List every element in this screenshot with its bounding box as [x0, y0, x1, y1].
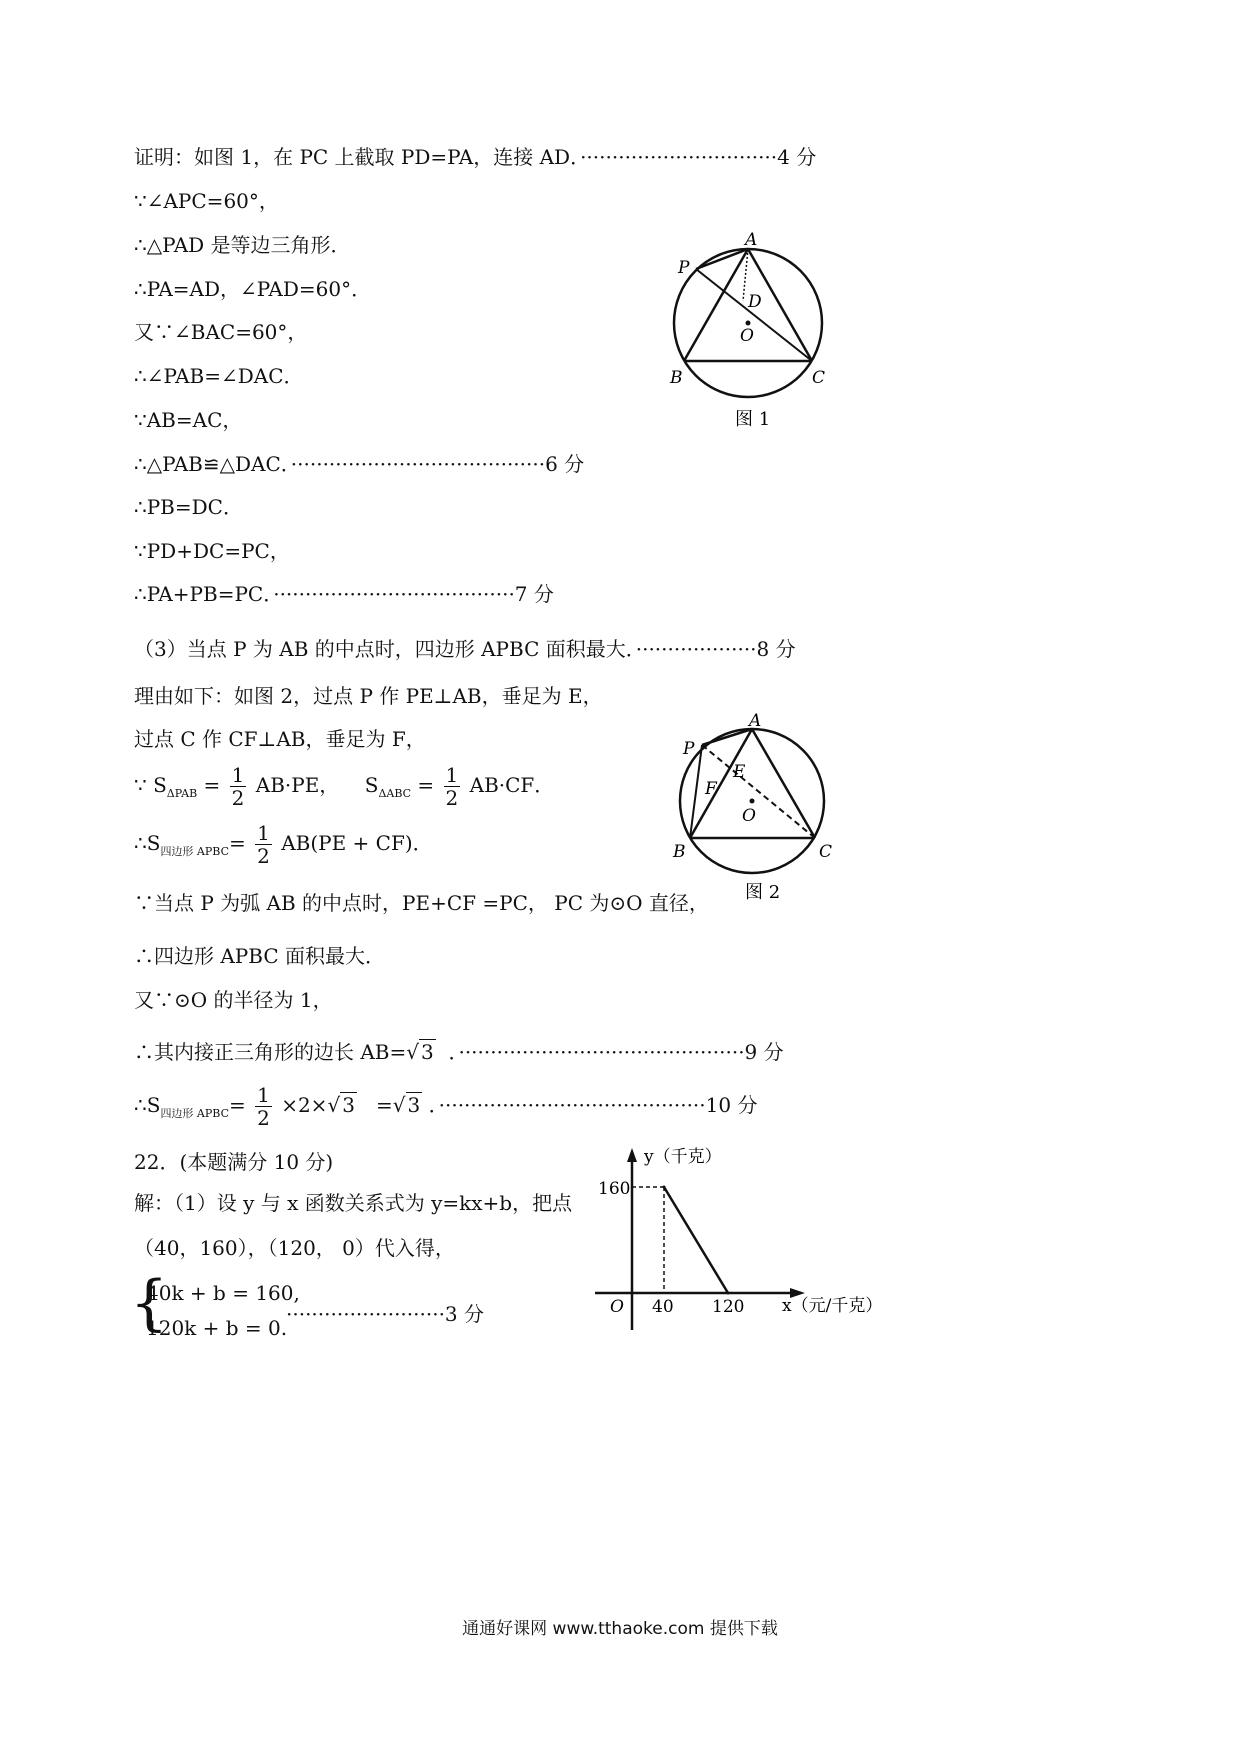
text: = [228, 1093, 246, 1117]
fraction-half: $\frac{1}{2}$ [231, 763, 245, 810]
text: = [376, 1093, 393, 1117]
text-line: ∴△PAB≌△DAC．········································6 分 [134, 452, 585, 476]
text-line: ∴四边形 APBC 面积最大． [134, 944, 385, 968]
function-graph [590, 1140, 900, 1340]
y-axis-arrow-icon [627, 1148, 637, 1162]
text: AB(PE + CF)． [281, 831, 433, 855]
text: ．·············································9 分 [448, 1040, 784, 1064]
subscript: ΔABC [378, 787, 412, 800]
footer: 通通好课网 www.tthaoke.com 提供下载 [462, 1619, 778, 1639]
text-line: ∴∠PAB=∠DAC． [134, 364, 304, 388]
fraction-half: $\frac{1}{2}$ [257, 1083, 270, 1130]
label-P: P [678, 258, 690, 278]
label-F: F [705, 779, 717, 799]
label-A: A [745, 230, 758, 250]
label-O: O [740, 326, 754, 346]
area-result-line [134, 1084, 757, 1129]
text-line: 解：（1）设 y 与 x 函数关系式为 y=kx+b，把点 [134, 1191, 573, 1215]
text-line: 又∵⊙O 的半径为 1， [134, 988, 333, 1012]
question-heading: 22．(本题满分 10 分) [134, 1150, 334, 1174]
label-E: E [733, 762, 746, 782]
text-line: ∵AB=AC， [134, 408, 243, 432]
label-O: O [742, 806, 756, 826]
x-tick-label: 120 [712, 1297, 745, 1317]
text-line: 证明：如图 1，在 PC 上截取 PD=PA，连接 AD．·······························4 分 [134, 145, 817, 169]
fraction-half: $\frac{1}{2}$ [445, 763, 459, 810]
text-line: ∴PA+PB=PC．······································7 分 [134, 582, 554, 606]
text-line: ∵∠APC=60°， [134, 189, 279, 213]
area-formula-line [134, 764, 554, 809]
text: ．··········································10 分 [428, 1093, 758, 1117]
equation: 120k + b = 0. [146, 1316, 288, 1340]
label-C: C [812, 368, 826, 388]
text-line: 又∵∠BAC=60°， [134, 320, 308, 344]
y-tick-label: 160 [598, 1179, 631, 1199]
text: S [364, 773, 379, 797]
data-point [663, 1186, 666, 1189]
text: ×2× [281, 1093, 328, 1117]
subscript: 四边形 APBC [160, 845, 229, 858]
text-line: ∴△PAD 是等边三角形． [134, 233, 351, 257]
figure-1 [660, 225, 845, 440]
label-B: B [673, 842, 686, 862]
subscript: ΔPAB [166, 787, 198, 800]
y-axis-label: y（千克） [644, 1147, 722, 1167]
caption: 图 2 [745, 882, 781, 903]
data-point [727, 1292, 730, 1295]
sqrt: √ 3 [327, 1093, 355, 1117]
text: = [417, 773, 435, 797]
label-C: C [819, 842, 833, 862]
text-line: （40，160），（120， 0）代入得， [134, 1236, 455, 1260]
text-line: ∵当点 P 为弧 AB 的中点时，PE+CF =PC， PC 为⊙O 直径， [134, 891, 709, 915]
text: AB·PE， [255, 773, 340, 797]
text: = [203, 773, 221, 797]
subscript: 四边形 APBC [160, 1107, 229, 1120]
text-line: ∴PA=AD，∠PAD=60°． [134, 277, 372, 301]
area-formula-line [134, 822, 433, 867]
text: ∴S [134, 831, 161, 855]
text-line: 理由如下：如图 2，过点 P 作 PE⊥AB，垂足为 E， [134, 684, 603, 708]
figure-2 [665, 710, 850, 915]
score-marker: ·························3 分 [286, 1302, 485, 1326]
equation: 40k + b = 160, [146, 1281, 300, 1305]
text-line: 过点 C 作 CF⊥AB，垂足为 F， [134, 727, 426, 751]
text: = [228, 831, 246, 855]
sqrt: √ 3 [392, 1093, 421, 1117]
fraction-half: $\frac{1}{2}$ [257, 821, 270, 868]
x-tick-label: 40 [652, 1297, 674, 1317]
label-D: D [748, 292, 762, 312]
caption: 图 1 [735, 409, 771, 430]
left-brace: { [130, 1268, 169, 1338]
series-line [664, 1187, 728, 1293]
side-length-line [134, 1040, 784, 1064]
text: ∴其内接正三角形的边长 AB= [134, 1040, 407, 1064]
sqrt: √ 3 [406, 1040, 434, 1064]
x-axis-label: x（元/千克） [782, 1296, 883, 1316]
label-P: P [683, 739, 695, 759]
label-B: B [670, 368, 683, 388]
text: ∵ S [134, 773, 167, 797]
text-line: （3）当点 P 为 AB 的中点时，四边形 APBC 面积最大．···················8 分 [134, 637, 796, 661]
label-A: A [749, 711, 762, 731]
origin-label: O [610, 1297, 624, 1317]
text-line: ∴PB=DC． [134, 495, 243, 519]
text: AB·CF． [469, 773, 555, 797]
text: ∴S [134, 1093, 161, 1117]
text-line: ∵PD+DC=PC， [134, 539, 290, 563]
